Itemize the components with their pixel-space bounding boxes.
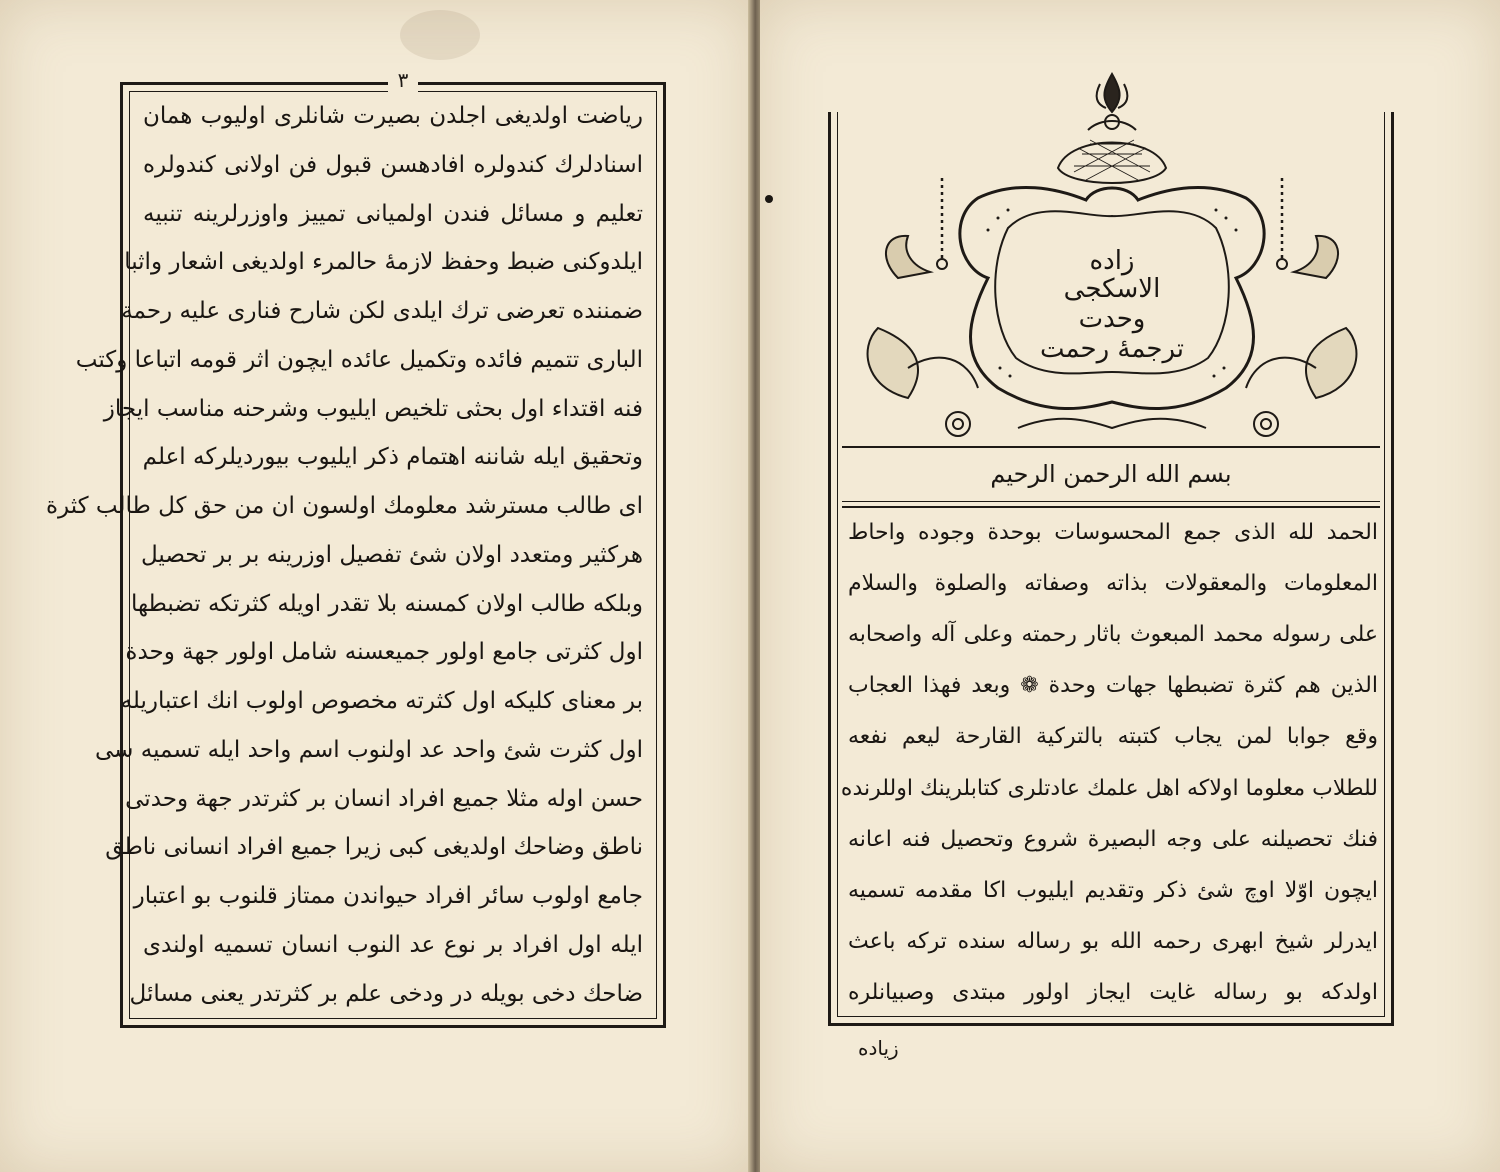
text-line: جامع اولوب سائر افراد حیواندن ممتاز قلنوب بو اعتبار — [133, 883, 643, 910]
text-line: هركثیر ومتعدد اولان شئ تفصیل اوزرینه بر بر تحصیل — [140, 541, 643, 568]
text-line: اول كثرتی جامع اولور جمیعسنه شامل اولور جهة وحدة — [125, 639, 643, 666]
text-line: وتحقیق ایله شاننه اهتمام ذكر ایلیوب بیوردیلركه اعلم — [142, 444, 643, 471]
text-line: تعلیم و مسائل فندن اولمیانی تمییز واوزرلرینه تنبیه — [143, 200, 643, 227]
text-line: بر معنای كلیكه اول كثرته مخصوص اولوب انك اعتباریله — [120, 688, 643, 715]
text-line: ناطق وضاحك اولدیغی كبی زیرا جمیع افراد انسانی ناطق — [105, 834, 643, 861]
basmala: بسم الله الرحمن الرحیم — [990, 460, 1232, 488]
title-line: ترجمهٔ رحمت — [1039, 334, 1185, 364]
text-line: ایدرلر شیخ ابهری رحمه الله بو رساله سنده تركه باعث — [848, 928, 1378, 954]
ink-dot — [765, 195, 773, 203]
left-text-block — [45, 99, 643, 1011]
text-line: ای طالب مسترشد معلومك اولسون ان من حق كل طالب كثرة — [45, 493, 643, 520]
text-line: اسنادلرك كندولره افادهسن قبول فن اولانی كندولره — [143, 151, 643, 178]
text-line: ایچون اوّلا اوچ شئ ذكر وتقدیم ایلیوب اكا مقدمه تسمیه — [848, 877, 1378, 903]
text-line: وبلكه طالب اولان كمسنه بلا تقدر اویله كثرتكه تضبطها — [130, 590, 643, 617]
text-line: الباری تتمیم فائده وتكمیل عائده ایچون اثر قومه اتباعا وكتب — [75, 346, 643, 373]
title-line: زاده — [1089, 246, 1135, 276]
title-line: وحدت — [1078, 304, 1146, 334]
text-line: ریاضت اولدیغی اجلدن بصیرت شانلری اولیوب همان — [143, 103, 643, 129]
text-line: وقع جوابا لمن یجاب كتبته بالتركیة القارحة لیعم نفعه — [848, 724, 1378, 750]
text-line: اولدكه بو رساله غایت ایجاز اولور مبتدی وصبیانلره — [848, 979, 1378, 1005]
catchword: زیاده — [858, 1036, 899, 1060]
text-line: الذین هم كثرة تضبطها جهات وحدة ❁ وبعد فهذا العجاب — [848, 673, 1378, 699]
left-text-frame — [45, 82, 666, 1028]
text-line: فنه اقتداء اول بحثی تلخیص ایلیوب وشرحنه مناسب ایجاز — [103, 395, 643, 422]
basmala-band — [842, 446, 1380, 508]
text-line: فنك تحصیلنه علی وجه البصیرة شروع وتحصیل فنه اعانه — [848, 826, 1378, 852]
text-line: حسن اوله مثلا جمیع افراد انسان بر كثرتدر جهة وحدتی — [125, 785, 643, 812]
page-number: ٣ — [388, 68, 418, 92]
text-line: ضاحك دخی بویله در ودخی علم بر كثرتدر یعنی مسائل — [129, 980, 643, 1007]
paper-stain — [400, 10, 480, 60]
text-line: ضمننده تعرضی ترك ایلدی لكن شارح فناری علیه رحمة — [121, 298, 643, 325]
text-line: ایلدوكنی ضبط وحفظ لازمهٔ حالمرء اولدیغی اشعار واثبا — [124, 249, 643, 276]
text-line: الحمد لله الذی جمع المحسوسات بوحدة وجوده واحاط — [848, 520, 1378, 545]
book-title — [838, 68, 1386, 446]
title-line: الاسکجی — [1063, 274, 1161, 304]
text-line: اول كثرت شئ واحد عد اولنوب اسم واحد ایله تسمیه سی — [95, 736, 643, 763]
right-text-block — [840, 516, 1378, 1010]
text-line: ایله اول افراد بر نوع عد النوب انسان تسمیه اولندی — [143, 932, 643, 959]
title-cartouche — [838, 68, 1386, 446]
text-line: المعلومات والمعقولات بذاته وصفاته والصلوة والسلام — [848, 571, 1378, 597]
text-line: علی رسوله محمد المبعوث باثار رحمته وعلی آله واصحابه — [848, 622, 1378, 648]
text-line: للطلاب معلوما اولاكه اهل علمك عادتلری كتابلرینك اوللرنده — [840, 775, 1378, 801]
